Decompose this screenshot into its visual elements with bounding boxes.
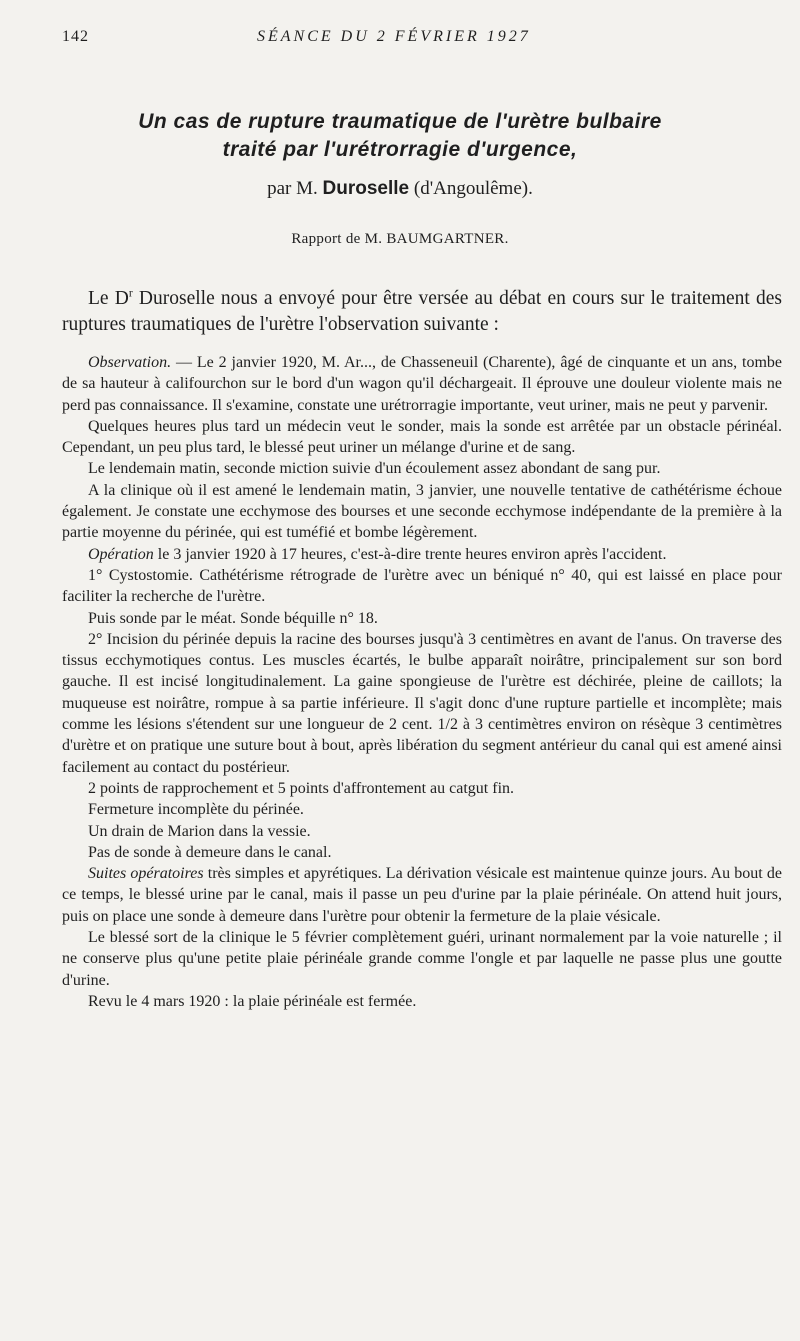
paragraph-text: — Le 2 janvier 1920, M. Ar..., de Chasseneuil (Charente), âgé de cinquante et un ans, tombe de sa hauteur à califourchon sur le bord d'un wagon qu'il déchargeait. Il éprouve une douleur violente mais ne perd pas connaissance. Il s'examine, constate une urétrorragie importante, veut uriner, mais ne peut y parvenir. (62, 354, 782, 414)
intro-sup: r (128, 286, 133, 300)
running-title: SÉANCE DU 2 FÉVRIER 1927 (257, 28, 531, 45)
paragraph-text: Puis sonde par le méat. Sonde béquille n° 18. (88, 609, 378, 627)
paragraph-lead: Opération (88, 545, 154, 563)
paragraph-text: 1° Cystostomie. Cathétérisme rétrograde de l'urètre avec un béniqué n° 40, qui est laissé en place pour faciliter la recherche de l'urètre. (62, 566, 782, 606)
paragraph-text: 2° Incision du périnée depuis la racine des bourses jusqu'à 3 centimètres en avant de l'anus. On traverse des tissus ecchymotiques contus. Les muscles écartés, le bulbe apparaît noirâtre, principalement sur son bord gauche. Il est incisé longitudinalement. La gaine spongieuse de l'urètre est déchirée, pleine de caillots; la muqueuse est noirâtre, rompue à sa partie inférieure. Il s'agit donc d'une rupture partielle et incomplète; mais comme les lésions s'étendent sur une longueur de 2 cent. 1/2 à 3 centimètres environ on résèque 3 centimètres d'urètre et on pratique une suture bout à bout, après libération du segment antérieur du canal qui est amené ainsi facilement au contact du postérieur. (62, 630, 782, 776)
paragraph-lead: Observation. (88, 354, 172, 371)
paragraph-text: 2 points de rapprochement et 5 points d'affrontement au catgut fin. (88, 779, 515, 797)
paragraph (62, 821, 782, 842)
article-title (100, 108, 700, 164)
report-line: Rapport de M. BAUMGARTNER. (291, 231, 509, 247)
paragraph-text: Revu le 4 mars 1920 : la plaie périnéale est fermée. (88, 992, 417, 1010)
paragraph (62, 608, 782, 629)
intro-text: Duroselle nous a envoyé pour être versée au débat en cours sur le traitement des ruptures traumatiques de l'urètre l'observation suivante : (62, 288, 782, 335)
paragraph-text: Un drain de Marion dans la vessie. (88, 822, 311, 840)
paragraph-lead: Suites opératoires (88, 865, 204, 883)
byline-prefix: par M. (267, 178, 318, 199)
paragraph (62, 842, 782, 863)
paragraph-text: Pas de sonde à demeure dans le canal. (88, 843, 332, 861)
paragraph-text: Le lendemain matin, seconde miction suivie d'un écoulement assez abondant de sang pur. (88, 460, 661, 478)
paragraph-text: Quelques heures plus tard un médecin veut le sonder, mais la sonde est arrêtée par un obstacle périnéal. Cependant, un peu plus tard, le blessé peut uriner un mélange d'urine et de sang. (62, 417, 782, 457)
intro-lead: Le D (88, 288, 129, 309)
paragraph (62, 799, 782, 820)
paragraph (62, 416, 782, 459)
intro-paragraph (62, 286, 782, 338)
paragraph (62, 863, 782, 927)
observation-body (62, 352, 782, 1012)
byline (100, 178, 700, 200)
paragraph (62, 458, 782, 479)
title-line-2: traité par l'urétrorragie d'urgence, (222, 138, 578, 161)
paragraph (62, 778, 782, 799)
paragraph (62, 565, 782, 608)
paragraph-text: le 3 janvier 1920 à 17 heures, c'est-à-dire trente heures environ après l'accident. (153, 545, 667, 563)
running-header (62, 28, 538, 50)
paragraph (62, 544, 782, 565)
paragraph (62, 352, 782, 416)
paragraph (62, 629, 782, 778)
title-line-1: Un cas de rupture traumatique de l'urètre bulbaire (138, 110, 662, 133)
paragraph-text: A la clinique où il est amené le lendemain matin, 3 janvier, une nouvelle tentative de cathétérisme échoue également. Je constate une ecchymose des bourses et une seconde ecchymose indépendante de la première à la partie moyenne du périnée, qui est tuméfié et bombe légèrement. (62, 481, 782, 542)
page-number: 142 (62, 28, 89, 45)
paragraph (62, 991, 782, 1012)
author-name: Duroselle (322, 178, 410, 199)
paragraph (62, 927, 782, 991)
paragraph-text: très simples et apyrétiques. La dérivation vésicale est maintenue quinze jours. Au bout de ce temps, le blessé urine par le canal, mais il passe un peu d'urine par la plaie périnéale. On attend huit jours, puis on place une sonde à demeure dans l'urètre pour obtenir la fermeture de la plaie vésicale. (62, 865, 782, 925)
author-location: (d'Angoulême). (413, 178, 533, 199)
paragraph (62, 480, 782, 544)
paragraph-text: Fermeture incomplète du périnée. (88, 801, 304, 819)
paragraph-text: Le blessé sort de la clinique le 5 février complètement guéri, urinant normalement par la voie naturelle ; il ne conserve plus qu'une petite plaie périnéale grande comme l'ongle et par laquelle ne passe plus une goutte d'urine. (62, 929, 782, 989)
